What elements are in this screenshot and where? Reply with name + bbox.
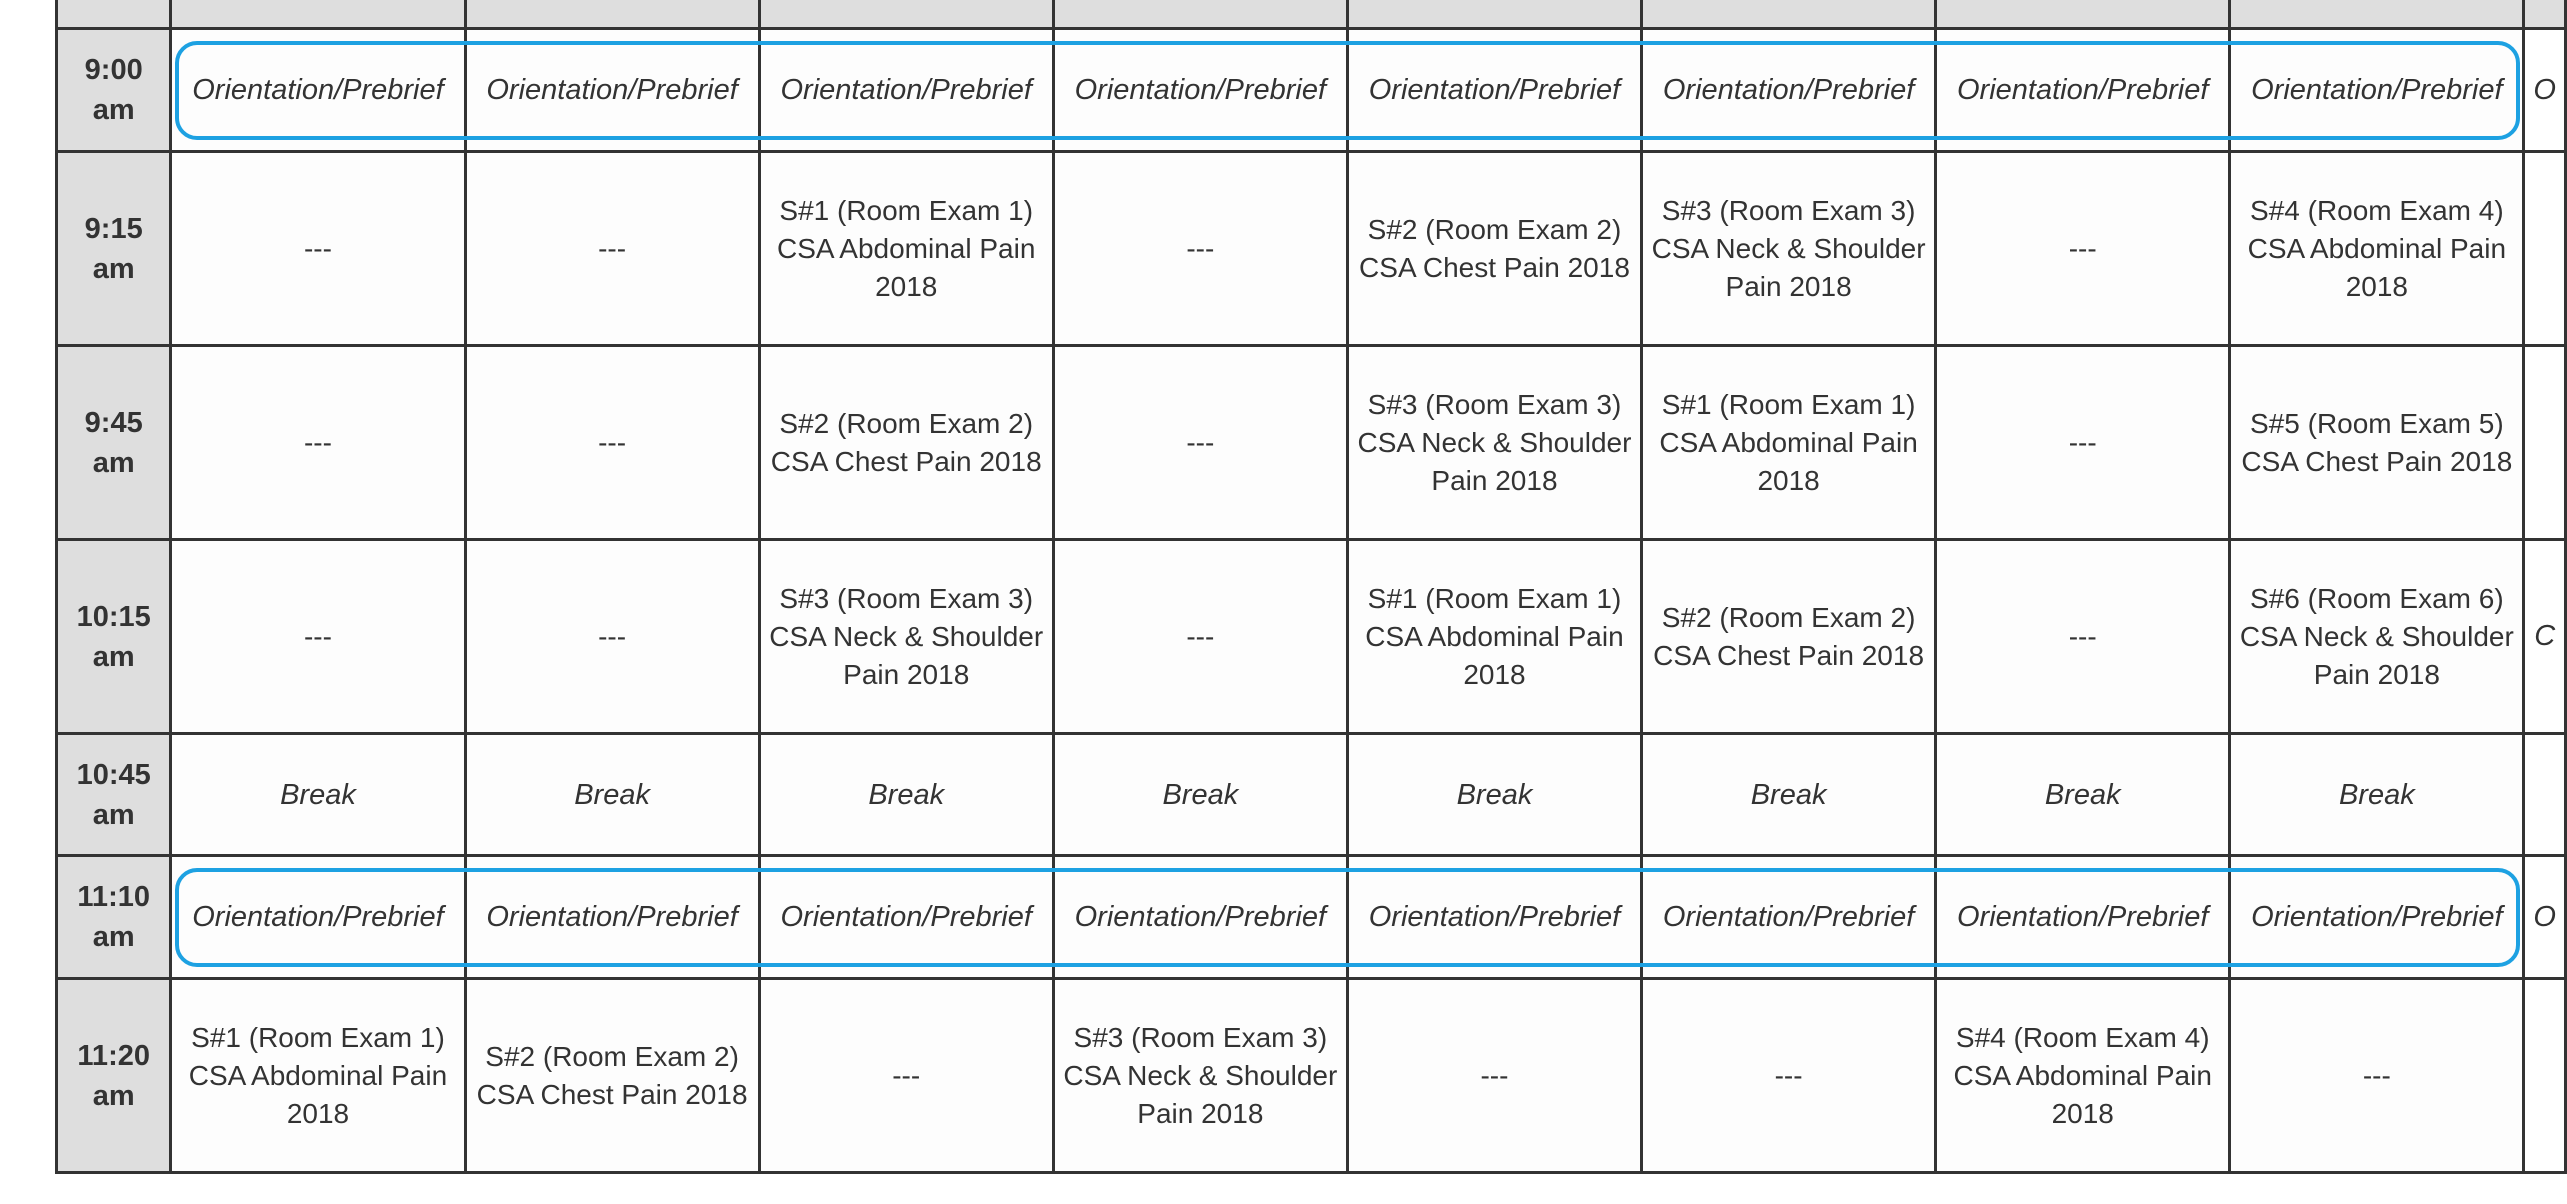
- header-cell: [759, 0, 1053, 29]
- orientation-prebrief-cell: Orientation/Prebrief: [171, 856, 465, 979]
- empty-slot-cell: ---: [171, 152, 465, 346]
- schedule-body: [57, 0, 2566, 1173]
- session-cell: S#3 (Room Exam 3) CSA Neck & Shoulder Pain 2018: [1347, 346, 1641, 540]
- break-cell: Break: [1347, 734, 1641, 856]
- empty-slot-cell: ---: [465, 540, 759, 734]
- session-cell: S#1 (Room Exam 1) CSA Abdominal Pain 2018: [759, 152, 1053, 346]
- schedule-row-break: [57, 734, 2566, 856]
- time-slot-label: 9:45 am: [57, 346, 171, 540]
- header-cell: [1936, 0, 2230, 29]
- header-cell: [2230, 0, 2524, 29]
- orientation-prebrief-cell: Orientation/Prebrief: [171, 29, 465, 152]
- header-cell-overflow: [2524, 0, 2566, 29]
- orientation-prebrief-cell: Orientation/Prebrief: [1642, 856, 1936, 979]
- time-slot-label: 10:15 am: [57, 540, 171, 734]
- session-cell: S#3 (Room Exam 3) CSA Neck & Shoulder Pain 2018: [1642, 152, 1936, 346]
- schedule-row-session: [57, 540, 2566, 734]
- header-cell: [1642, 0, 1936, 29]
- overflow-cell: [2524, 734, 2566, 856]
- orientation-prebrief-cell: Orientation/Prebrief: [465, 856, 759, 979]
- session-cell: S#4 (Room Exam 4) CSA Abdominal Pain 2018: [1936, 979, 2230, 1173]
- empty-slot-cell: ---: [465, 346, 759, 540]
- session-cell: S#1 (Room Exam 1) CSA Abdominal Pain 2018: [1347, 540, 1641, 734]
- break-cell: Break: [1642, 734, 1936, 856]
- schedule-header-row: [57, 0, 2566, 29]
- break-cell: Break: [171, 734, 465, 856]
- session-cell: S#2 (Room Exam 2) CSA Chest Pain 2018: [1642, 540, 1936, 734]
- empty-slot-cell: ---: [171, 540, 465, 734]
- orientation-prebrief-cell: Orientation/Prebrief: [1936, 29, 2230, 152]
- session-cell: S#1 (Room Exam 1) CSA Abdominal Pain 2018: [171, 979, 465, 1173]
- orientation-prebrief-cell: Orientation/Prebrief: [759, 29, 1053, 152]
- empty-slot-cell: ---: [759, 979, 1053, 1173]
- orientation-prebrief-cell: Orientation/Prebrief: [759, 856, 1053, 979]
- break-cell: Break: [1053, 734, 1347, 856]
- session-cell: S#2 (Room Exam 2) CSA Chest Pain 2018: [759, 346, 1053, 540]
- time-slot-label: 11:20 am: [57, 979, 171, 1173]
- session-cell: S#2 (Room Exam 2) CSA Chest Pain 2018: [1347, 152, 1641, 346]
- break-cell: Break: [1936, 734, 2230, 856]
- session-cell: S#5 (Room Exam 5) CSA Chest Pain 2018: [2230, 346, 2524, 540]
- time-slot-label: 9:00 am: [57, 29, 171, 152]
- empty-slot-cell: ---: [1936, 346, 2230, 540]
- overflow-cell: [2524, 346, 2566, 540]
- header-cell: [1347, 0, 1641, 29]
- session-cell: S#3 (Room Exam 3) CSA Neck & Shoulder Pain 2018: [1053, 979, 1347, 1173]
- header-time-cell: [57, 0, 171, 29]
- schedule-row-orientation: [57, 856, 2566, 979]
- header-cell: [171, 0, 465, 29]
- orientation-prebrief-cell: Orientation/Prebrief: [1936, 856, 2230, 979]
- orientation-prebrief-cell: Orientation/Prebrief: [1053, 29, 1347, 152]
- session-cell: S#2 (Room Exam 2) CSA Chest Pain 2018: [465, 979, 759, 1173]
- break-cell: Break: [465, 734, 759, 856]
- header-cell: [465, 0, 759, 29]
- orientation-prebrief-cell: Orientation/Prebrief: [2230, 29, 2524, 152]
- session-cell: S#6 (Room Exam 6) CSA Neck & Shoulder Pain 2018: [2230, 540, 2524, 734]
- empty-slot-cell: ---: [171, 346, 465, 540]
- empty-slot-cell: ---: [1347, 979, 1641, 1173]
- orientation-prebrief-cell: Orientation/Prebrief: [1642, 29, 1936, 152]
- session-cell: S#3 (Room Exam 3) CSA Neck & Shoulder Pain 2018: [759, 540, 1053, 734]
- empty-slot-cell: ---: [465, 152, 759, 346]
- schedule-row-session: [57, 152, 2566, 346]
- orientation-prebrief-cell: Orientation/Prebrief: [2230, 856, 2524, 979]
- empty-slot-cell: ---: [1053, 346, 1347, 540]
- overflow-cell: O: [2524, 856, 2566, 979]
- header-cell: [1053, 0, 1347, 29]
- orientation-prebrief-cell: Orientation/Prebrief: [465, 29, 759, 152]
- orientation-prebrief-cell: Orientation/Prebrief: [1053, 856, 1347, 979]
- empty-slot-cell: ---: [2230, 979, 2524, 1173]
- empty-slot-cell: ---: [1936, 152, 2230, 346]
- time-slot-label: 11:10 am: [57, 856, 171, 979]
- break-cell: Break: [759, 734, 1053, 856]
- overflow-cell: C: [2524, 540, 2566, 734]
- empty-slot-cell: ---: [1053, 152, 1347, 346]
- schedule-row-session: [57, 979, 2566, 1173]
- empty-slot-cell: ---: [1936, 540, 2230, 734]
- overflow-cell: [2524, 152, 2566, 346]
- time-slot-label: 10:45 am: [57, 734, 171, 856]
- session-cell: S#1 (Room Exam 1) CSA Abdominal Pain 2018: [1642, 346, 1936, 540]
- time-slot-label: 9:15 am: [57, 152, 171, 346]
- break-cell: Break: [2230, 734, 2524, 856]
- empty-slot-cell: ---: [1053, 540, 1347, 734]
- empty-slot-cell: ---: [1642, 979, 1936, 1173]
- orientation-prebrief-cell: Orientation/Prebrief: [1347, 29, 1641, 152]
- orientation-prebrief-cell: Orientation/Prebrief: [1347, 856, 1641, 979]
- overflow-cell: O: [2524, 29, 2566, 152]
- schedule-row-orientation: [57, 29, 2566, 152]
- session-cell: S#4 (Room Exam 4) CSA Abdominal Pain 2018: [2230, 152, 2524, 346]
- schedule-row-session: [57, 346, 2566, 540]
- schedule-table: [55, 0, 2567, 1174]
- overflow-cell: [2524, 979, 2566, 1173]
